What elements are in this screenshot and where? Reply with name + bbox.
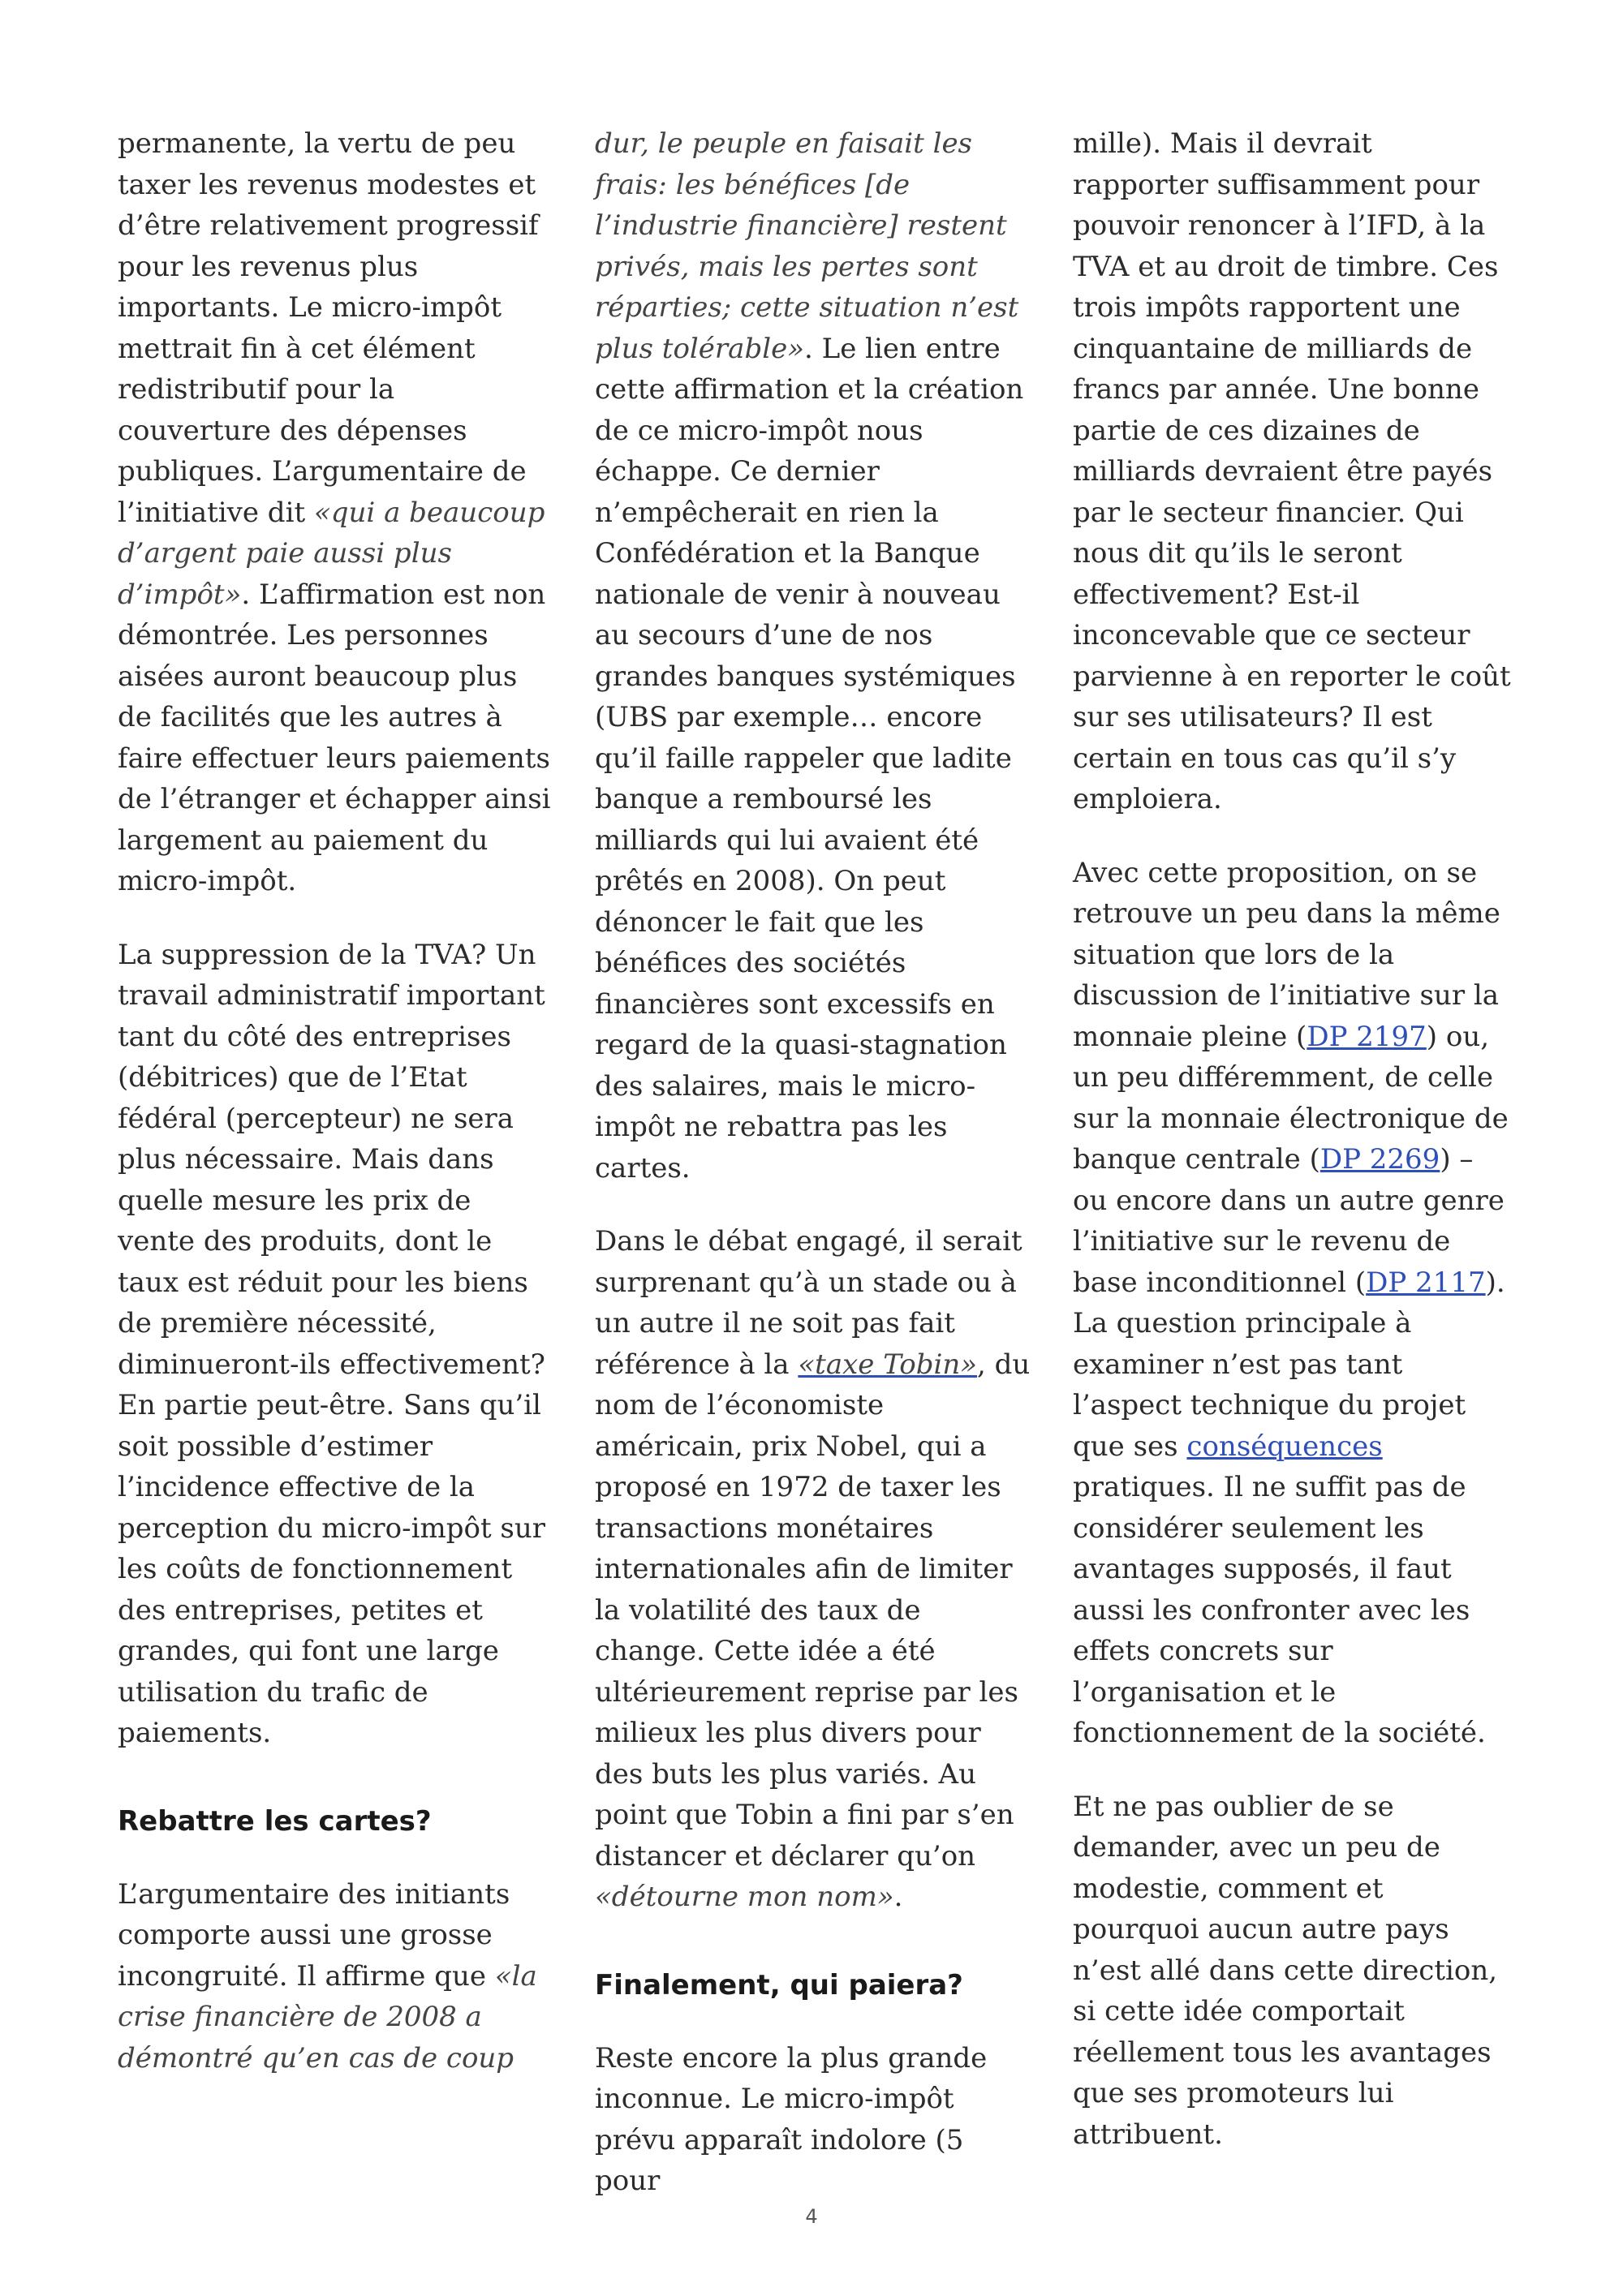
link-dp-2197[interactable]: DP 2197 bbox=[1307, 1020, 1427, 1053]
paragraph: Et ne pas oublier de se demander, avec un peu de modestie, comment et pourquoi aucun autre pays n’est allé dans cette direction, si cette idée comportait réellement tous les avantages que ses promoteurs lui attribuent. bbox=[1073, 1790, 1498, 2151]
link-dp-2269[interactable]: DP 2269 bbox=[1319, 1143, 1440, 1176]
text-column-1 bbox=[118, 123, 556, 2079]
text-column-3 bbox=[1073, 123, 1511, 2155]
paragraph: L’argumentaire des initiants comporte aussi une grosse incongruité. Il affirme que «la crise financière de 2008 a démontré qu’en cas de coup bbox=[118, 1877, 537, 2075]
text-column-2 bbox=[595, 123, 1033, 2202]
paragraph: Dans le débat engagé, il serait surprenant qu’à un stade ou à un autre il ne soit pas fait référence à la «taxe Tobin», du nom de l’économiste américain, prix Nobel, qui a proposé en 1972 de taxer les transactions monétaires internationales afin de limiter la volatilité des taux de change. Cette idée a été ultérieurement reprise par les milieux les plus divers pour des buts les plus variés. Au point que Tobin a fini par s’en distancer et déclarer qu’on «détourne mon nom». bbox=[595, 1225, 1031, 1913]
quote: «la crise financière de 2008 a démontré qu’en cas de coup bbox=[118, 1959, 537, 2075]
page-number: 4 bbox=[805, 2205, 818, 2228]
paragraph: La suppression de la TVA? Un travail administratif important tant du côté des entreprises (débitrices) que de l’Etat fédéral (percepteur) ne sera plus nécessaire. Mais dans quelle mesure les prix de vente des produits, dont le taux est réduit pour les biens de première nécessité, diminueront-ils effectivement? En partie peut-être. Sans qu’il soit possible d’estimer l’incidence effective de la perception du micro-impôt sur les coûts de fonctionnement des entreprises, petites et grandes, qui font une large utilisation du trafic de paiements. bbox=[118, 938, 546, 1749]
quote: «qui a beaucoup d’argent paie aussi plus d’impôt» bbox=[118, 496, 545, 611]
paragraph: mille). Mais il devrait rapporter suffisamment pour pouvoir renoncer à l’IFD, à la TVA et au droit de timbre. Ces trois impôts rapportent une cinquantaine de milliards de francs par année. Une bonne partie de ces dizaines de milliards devraient être payés par le secteur financier. Qui nous dit qu’ils le seront effectivement? Est-il inconcevable que ce secteur parvienne à en reporter le coût sur ses utilisateurs? Il est certain en tous cas qu’il s’y emploiera. bbox=[1073, 127, 1511, 815]
section-heading-finalement: Finalement, qui paiera? bbox=[595, 1968, 963, 2001]
paragraph: dur, le peuple en faisait les frais: les bénéfices [de l’industrie financière] restent privés, mais les pertes sont réparties; cette situation n’est plus tolérable». Le lien entre cette affirmation et la création de ce micro-impôt nous échappe. Ce dernier n’empêcherait en rien la Confédération et la Banque nationale de venir à nouveau au secours d’une de nos grandes banques systémiques (UBS par exemple… encore qu’il faille rappeler que ladite banque a remboursé les milliards qui lui avaient été prêtés en 2008). On peut dénoncer le fait que les bénéfices des sociétés financières sont excessifs en regard de la quasi-stagnation des salaires, mais le micro-impôt ne rebattra pas les cartes. bbox=[595, 127, 1024, 1185]
link-dp-2117[interactable]: DP 2117 bbox=[1366, 1266, 1486, 1299]
paragraph: Reste encore la plus grande inconnue. Le micro-impôt prévu apparaît indolore (5 pour bbox=[595, 2041, 988, 2197]
paragraph: Avec cette proposition, on se retrouve un peu dans la même situation que lors de la discussion de l’initiative sur la monnaie pleine (DP 2197) ou, un peu différemment, de celle sur la monnaie électronique de banque centrale (DP 2269) – ou encore dans un autre genre l’initiative sur le revenu de base inconditionnel (DP 2117). La question principale à examiner n’est pas tant l’aspect technique du projet que ses conséquences pratiques. Il ne suffit pas de considérer seulement les avantages supposés, il faut aussi les confronter avec les effets concrets sur l’organisation et le fonctionnement de la société. bbox=[1073, 856, 1509, 1749]
link-consequences[interactable]: conséquences bbox=[1186, 1430, 1383, 1463]
quote: «détourne mon nom» bbox=[595, 1881, 894, 1913]
link-taxe-tobin[interactable]: «taxe Tobin» bbox=[798, 1348, 978, 1381]
section-heading-rebattre: Rebattre les cartes? bbox=[118, 1804, 432, 1838]
paragraph: permanente, la vertu de peu taxer les revenus modestes et d’être relativement progressif pour les revenus plus importants. Le micro-impôt mettrait fin à cet élément redistributif pour la couverture des dépenses publiques. L’argumentaire de l’initiative dit «qui a beaucoup d’argent paie aussi plus d’impôt». L’affirmation est non démontrée. Les personnes aisées auront beaucoup plus de facilités que les autres à faire effectuer leurs paiements de l’étranger et échapper ainsi largement au paiement du micro-impôt. bbox=[118, 127, 551, 897]
quote: dur, le peuple en faisait les frais: les bénéfices [de l’industrie financière] restent privés, mais les pertes sont réparties; cette situation n’est plus tolérable» bbox=[595, 127, 1019, 365]
